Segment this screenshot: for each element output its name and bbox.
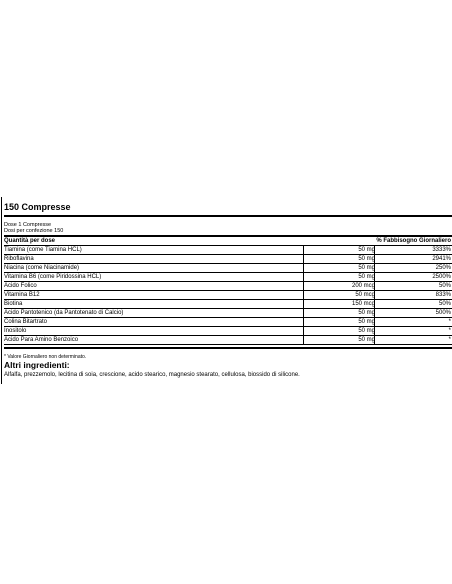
nutrient-amount: 50 mg bbox=[358, 274, 375, 280]
nutrient-name: Acido Folico bbox=[4, 283, 37, 289]
nutrient-daily-value: 3333% bbox=[432, 247, 451, 253]
nutrient-amount: 50 mg bbox=[358, 310, 375, 316]
column-divider-left bbox=[303, 246, 304, 345]
table-header-row bbox=[4, 237, 452, 246]
table-row bbox=[4, 264, 452, 273]
table-row bbox=[4, 300, 452, 309]
serving-size: Dose 1 Compresse bbox=[4, 222, 52, 228]
nutrient-daily-value: 50% bbox=[438, 301, 451, 307]
table-row bbox=[4, 336, 452, 345]
table-row bbox=[4, 291, 452, 300]
nutrient-daily-value: 833% bbox=[435, 292, 451, 298]
nutrient-daily-value: 2941% bbox=[432, 256, 451, 262]
nutrient-name: Acido Pantotenico (da Pantotenato di Calcio) bbox=[4, 310, 124, 316]
supplement-facts-panel bbox=[1, 197, 452, 384]
nutrient-daily-value: 250% bbox=[435, 265, 451, 271]
header-daily-value: % Fabbisogno Giornaliero bbox=[376, 238, 451, 244]
nutrient-amount: 50 mg bbox=[358, 265, 375, 271]
table-row bbox=[4, 282, 452, 291]
nutrient-daily-value: 500% bbox=[435, 310, 451, 316]
other-ingredients-text: Alfalfa, prezzemolo, lecitina di soia, crescione, acido stearico, magnesio stearato, cellulosa, biossido di silicone. bbox=[4, 372, 300, 378]
nutrient-amount: 50 mg bbox=[358, 247, 375, 253]
header-quantity: Quantità per dose bbox=[4, 238, 56, 244]
nutrient-name: Biotina bbox=[4, 301, 23, 307]
nutrient-daily-value: * bbox=[448, 328, 451, 334]
table-row bbox=[4, 255, 452, 264]
nutrient-amount: 50 mg bbox=[358, 337, 375, 343]
table-bottom-rule bbox=[4, 347, 452, 349]
nutrient-name: Niacina (come Niacinamide) bbox=[4, 265, 80, 271]
nutrient-daily-value: * bbox=[448, 319, 451, 325]
nutrient-table bbox=[2, 237, 452, 347]
column-divider-right bbox=[374, 246, 375, 345]
table-row bbox=[4, 309, 452, 318]
footnote: * Valore Giornaliero non determinato. bbox=[4, 354, 87, 360]
servings-per-container: Dosi per confezione 150 bbox=[4, 228, 64, 234]
nutrient-daily-value: 2500% bbox=[432, 274, 451, 280]
nutrient-amount: 50 mcg bbox=[355, 292, 375, 298]
title-rule bbox=[4, 215, 452, 217]
nutrient-daily-value: 50% bbox=[438, 283, 451, 289]
nutrient-name: Riboflavina bbox=[4, 256, 34, 262]
nutrient-amount: 200 mcg bbox=[351, 283, 375, 289]
nutrient-name: Tiamina (come Tiamina HCL) bbox=[4, 247, 82, 253]
nutrient-name: Vitamina B6 (come Piridossina HCL) bbox=[4, 274, 102, 280]
nutrient-amount: 50 mg bbox=[358, 328, 375, 334]
table-row bbox=[4, 273, 452, 282]
nutrient-amount: 150 mcg bbox=[351, 301, 375, 307]
nutrient-name: Vitamina B12 bbox=[4, 292, 40, 298]
nutrient-amount: 50 mg bbox=[358, 319, 375, 325]
table-row bbox=[4, 318, 452, 327]
nutrient-daily-value: * bbox=[448, 337, 451, 343]
table-row bbox=[4, 327, 452, 336]
nutrient-name: Colina Bitartrato bbox=[4, 319, 48, 325]
other-ingredients-title: Altri ingredienti: bbox=[4, 360, 70, 370]
nutrient-amount: 50 mg bbox=[358, 256, 375, 262]
nutrient-name: Inositolo bbox=[4, 328, 27, 334]
nutrient-name: Acido Para Amino Benzoico bbox=[4, 337, 79, 343]
table-row bbox=[4, 246, 452, 255]
product-title: 150 Compresse bbox=[4, 202, 71, 212]
